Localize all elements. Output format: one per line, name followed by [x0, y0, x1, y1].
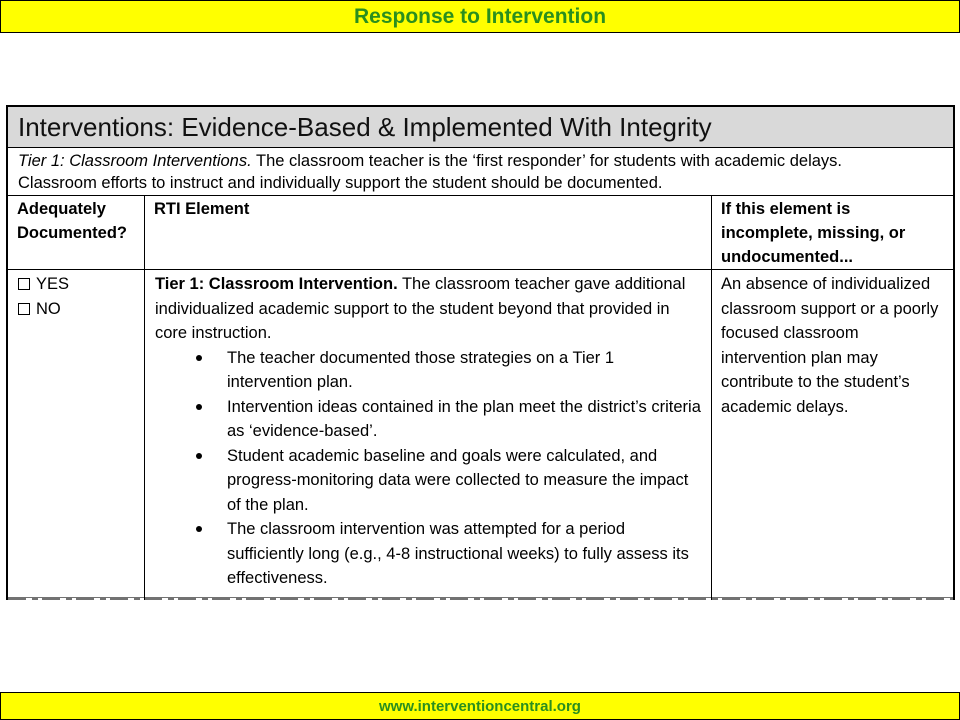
- intro-text: [8, 148, 953, 196]
- column-rti-element: [145, 196, 712, 600]
- intro-line1: The classroom teacher is the ‘first responder’ for students with academic delays.: [251, 152, 842, 170]
- list-item: The teacher documented those strategies on a Tier 1 intervention plan.: [155, 346, 701, 395]
- header-documented: Adequately Documented?: [17, 200, 128, 242]
- bullet-icon: [196, 355, 202, 361]
- table-grid: [8, 196, 953, 600]
- document-table: [6, 105, 955, 600]
- banner-title: Response to Intervention: [353, 4, 607, 28]
- no-checkbox[interactable]: [18, 297, 144, 322]
- header-rti-element: RTI Element: [154, 200, 250, 218]
- column-documented: [8, 196, 145, 600]
- document-title: Interventions: Evidence-Based & Implemented With Integrity: [8, 107, 953, 148]
- element-title: Tier 1: Classroom Intervention.: [155, 275, 398, 293]
- bullet-icon: [196, 453, 202, 459]
- bottom-banner: [0, 692, 960, 720]
- column-consequence: [712, 196, 953, 600]
- intro-tier-label: Tier 1: Classroom Interventions.: [18, 152, 252, 170]
- list-item: Student academic baseline and goals were calculated, and progress-monitoring data were collected to measure the impact of the plan.: [155, 444, 701, 518]
- yes-label: YES: [36, 275, 70, 293]
- checkbox-cell: [8, 272, 144, 321]
- intro-line2: Classroom efforts to instruct and individually support the student should be documented.: [18, 174, 663, 192]
- checkbox-icon: [18, 303, 30, 315]
- consequence-cell: An absence of individualized classroom support or a poorly focused classroom intervention plan may contribute to the student’s academic delays.: [721, 275, 939, 416]
- header-divider: [8, 269, 953, 270]
- element-description: [155, 272, 701, 346]
- footer-url[interactable]: www.interventioncentral.org: [379, 697, 581, 715]
- rti-element-cell: [145, 272, 711, 591]
- element-text: The classroom teacher gave additional individualized academic support to the student beyond that provided in core instruction.: [155, 275, 686, 342]
- no-label: NO: [36, 299, 61, 318]
- cut-off-row: [8, 597, 953, 600]
- checkbox-icon: [18, 278, 30, 290]
- list-item: Intervention ideas contained in the plan meet the district’s criteria as ‘evidence-based’.: [155, 395, 701, 444]
- bullet-icon: [196, 526, 202, 532]
- element-bullets: [155, 346, 701, 591]
- header-consequence: If this element is incomplete, missing, or undocumented...: [721, 200, 906, 266]
- yes-checkbox[interactable]: [18, 272, 144, 297]
- top-banner: [0, 0, 960, 33]
- list-item: The classroom intervention was attempted for a period sufficiently long (e.g., 4-8 instructional weeks) to fully assess its effectiveness.: [155, 517, 701, 591]
- bullet-icon: [196, 404, 202, 410]
